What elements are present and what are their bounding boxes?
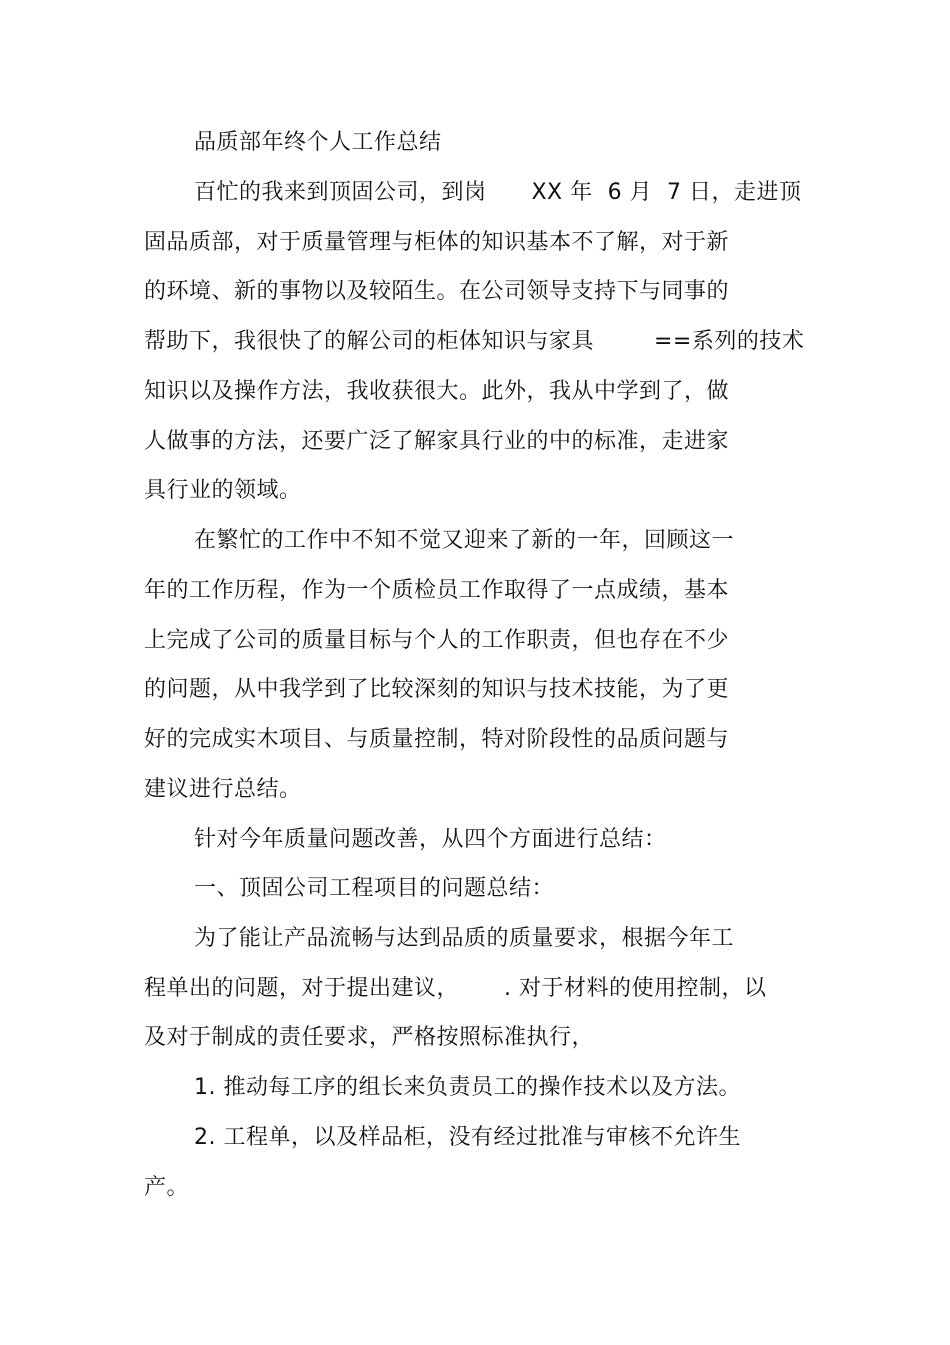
paragraph-line: 人做事的方法，还要广泛了解家具行业的中的标准，走进家 xyxy=(144,429,730,454)
list-item: 2. 工程单，以及样品柜，没有经过批准与审核不允许生 xyxy=(194,1125,741,1150)
list-item-continuation: 产。 xyxy=(144,1175,190,1200)
paragraph-line: 固品质部，对于质量管理与柜体的知识基本不了解，对于新 xyxy=(144,230,730,255)
paragraph-line: 及对于制成的责任要求，严格按照标准执行， xyxy=(144,1025,595,1050)
paragraph-line: 的环境、新的事物以及较陌生。在公司领导支持下与同事的 xyxy=(144,279,730,304)
paragraph-line: 在繁忙的工作中不知不觉又迎来了新的一年，回顾这一 xyxy=(194,528,735,553)
paragraph-line: 针对今年质量问题改善，从四个方面进行总结： xyxy=(194,827,667,852)
paragraph-line: 具行业的领域。 xyxy=(144,478,302,503)
document-title: 品质部年终个人工作总结 xyxy=(194,130,442,155)
paragraph-line: 帮助下，我很快了的解公司的柜体知识与家具 ==系列的技术 xyxy=(144,329,805,354)
paragraph-line: 上完成了公司的质量目标与个人的工作职责，但也存在不少 xyxy=(144,628,730,653)
paragraph-line: 为了能让产品流畅与达到品质的质量要求，根据今年工 xyxy=(194,926,735,951)
section-heading: 一、顶固公司工程项目的问题总结： xyxy=(194,876,555,901)
paragraph-line: 程单出的问题，对于提出建议， . 对于材料的使用控制，以 xyxy=(144,976,767,1001)
list-item: 1. 推动每工序的组长来负责员工的操作技术以及方法。 xyxy=(194,1075,741,1100)
paragraph-line: 知识以及操作方法，我收获很大。此外，我从中学到了，做 xyxy=(144,379,730,404)
paragraph-line: 年的工作历程，作为一个质检员工作取得了一点成绩，基本 xyxy=(144,578,730,603)
paragraph-line: 的问题，从中我学到了比较深刻的知识与技术技能，为了更 xyxy=(144,677,730,702)
paragraph-line: 好的完成实木项目、与质量控制，特对阶段性的品质问题与 xyxy=(144,727,730,752)
paragraph-line: 百忙的我来到顶固公司，到岗 XX 年 6 月 7 日，走进顶 xyxy=(194,180,802,205)
paragraph-line: 建议进行总结。 xyxy=(144,777,302,802)
